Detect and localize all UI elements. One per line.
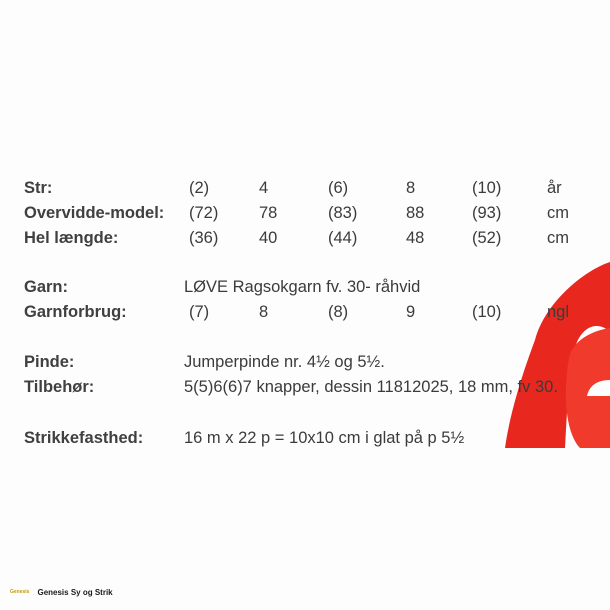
cell-unit: cm xyxy=(547,229,569,247)
strikkefasthed-text: 16 m x 22 p = 10x10 cm i glat på p 5½ xyxy=(184,429,465,447)
cell-value: (52) xyxy=(472,229,502,247)
label-size: Str: xyxy=(24,179,53,197)
cell-value: (36) xyxy=(189,229,219,247)
row-strikkefasthed xyxy=(0,427,610,449)
cell-value: (10) xyxy=(472,179,502,197)
cell-value: (93) xyxy=(472,204,502,222)
row-overvidde xyxy=(0,202,610,224)
row-garn xyxy=(0,276,610,298)
label-pinde: Pinde: xyxy=(24,353,75,371)
row-pinde xyxy=(0,351,610,373)
cell-value: 88 xyxy=(406,204,425,222)
cell-unit: år xyxy=(547,179,562,197)
label-garn: Garn: xyxy=(24,278,69,296)
garn-text: LØVE Ragsokgarn fv. 30- råhvid xyxy=(184,278,421,296)
cell-value: (7) xyxy=(189,303,210,321)
cell-value: (72) xyxy=(189,204,219,222)
cell-value: 4 xyxy=(259,179,269,197)
cell-value: (8) xyxy=(328,303,349,321)
label-tilbehor: Tilbehør: xyxy=(24,378,95,396)
row-laengde xyxy=(0,227,610,249)
row-tilbehor xyxy=(0,376,610,398)
cell-unit: cm xyxy=(547,204,569,222)
label-laengde: Hel længde: xyxy=(24,229,119,247)
cell-value: 78 xyxy=(259,204,278,222)
cell-value: 8 xyxy=(406,179,416,197)
cell-value: 8 xyxy=(259,303,269,321)
brand-name: Genesis Sy og Strik xyxy=(37,587,113,597)
row-size xyxy=(0,177,610,199)
label-garnforbrug: Garnforbrug: xyxy=(24,303,127,321)
cell-unit: ngl xyxy=(547,303,570,321)
genesis-logo-icon: Genesis xyxy=(10,589,30,595)
row-garnforbrug xyxy=(0,301,610,323)
cell-value: (10) xyxy=(472,303,502,321)
cell-value: (6) xyxy=(328,179,349,197)
cell-value: (2) xyxy=(189,179,210,197)
cell-value: (44) xyxy=(328,229,358,247)
footer-brand xyxy=(10,586,113,598)
cell-value: 48 xyxy=(406,229,425,247)
cell-value: (83) xyxy=(328,204,358,222)
cell-value: 40 xyxy=(259,229,278,247)
pinde-text: Jumperpinde nr. 4½ og 5½. xyxy=(184,353,385,371)
cell-value: 9 xyxy=(406,303,416,321)
label-overvidde: Overvidde-model: xyxy=(24,204,165,222)
label-strikkefasthed: Strikkefasthed: xyxy=(24,429,144,447)
tilbehor-text: 5(5)6(6)7 knapper, dessin 11812025, 18 mm, fv 30. xyxy=(184,378,558,396)
